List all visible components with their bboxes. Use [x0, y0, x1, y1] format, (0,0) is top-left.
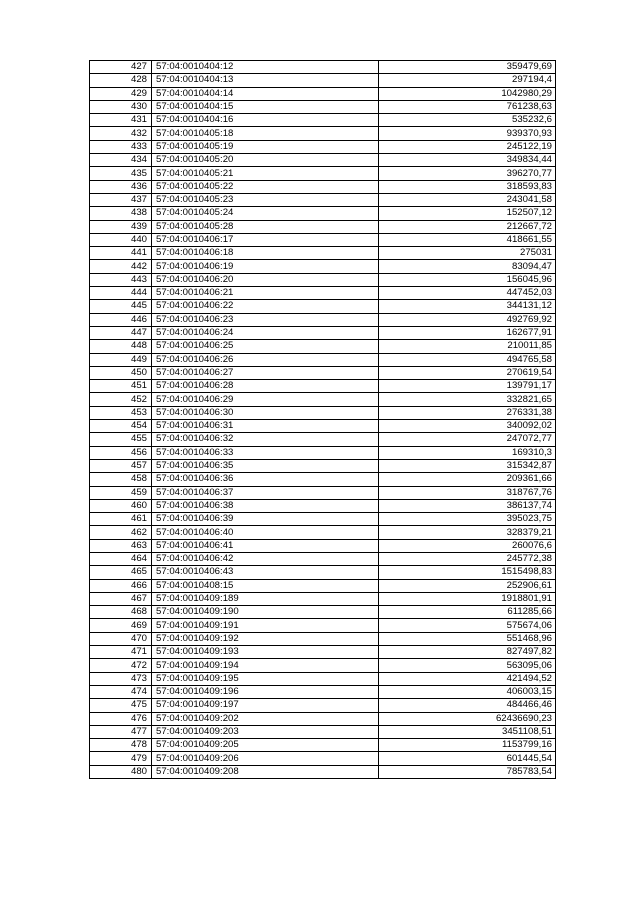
row-number-cell: 452 [90, 393, 152, 406]
row-number-cell: 463 [90, 539, 152, 552]
table-row [90, 499, 556, 512]
cadastral-value-cell: 162677,91 [379, 326, 556, 339]
table-row [90, 353, 556, 366]
cadastral-number-cell: 57:04:0010405:19 [152, 140, 379, 153]
row-number-cell: 462 [90, 526, 152, 539]
cadastral-value-cell: 275031 [379, 247, 556, 260]
cadastral-number-cell: 57:04:0010406:33 [152, 446, 379, 459]
row-number-cell: 480 [90, 765, 152, 778]
table-row [90, 313, 556, 326]
table-row [90, 765, 556, 778]
table-row [90, 100, 556, 113]
row-number-cell: 429 [90, 87, 152, 100]
cadastral-number-cell: 57:04:0010409:192 [152, 632, 379, 645]
cadastral-value-cell: 318593,83 [379, 180, 556, 193]
cadastral-value-cell: 611285,66 [379, 606, 556, 619]
table-row [90, 406, 556, 419]
cadastral-number-cell: 57:04:0010409:193 [152, 646, 379, 659]
table-row [90, 273, 556, 286]
cadastral-number-cell: 57:04:0010405:23 [152, 193, 379, 206]
table-row [90, 446, 556, 459]
table-row [90, 672, 556, 685]
cadastral-number-cell: 57:04:0010409:189 [152, 592, 379, 605]
cadastral-number-cell: 57:04:0010409:206 [152, 752, 379, 765]
table-row [90, 699, 556, 712]
cadastral-value-cell: 492769,92 [379, 313, 556, 326]
cadastral-value-cell: 340092,02 [379, 420, 556, 433]
cadastral-number-cell: 57:04:0010409:205 [152, 739, 379, 752]
row-number-cell: 467 [90, 592, 152, 605]
table-row [90, 207, 556, 220]
table-row [90, 685, 556, 698]
row-number-cell: 466 [90, 579, 152, 592]
row-number-cell: 428 [90, 74, 152, 87]
row-number-cell: 445 [90, 300, 152, 313]
cadastral-value-cell: 396270,77 [379, 167, 556, 180]
table-row [90, 233, 556, 246]
cadastral-value-cell: 551468,96 [379, 632, 556, 645]
cadastral-value-cell: 83094,47 [379, 260, 556, 273]
cadastral-value-cell: 243041,58 [379, 193, 556, 206]
cadastral-number-cell: 57:04:0010406:41 [152, 539, 379, 552]
table-row [90, 619, 556, 632]
row-number-cell: 457 [90, 459, 152, 472]
cadastral-number-cell: 57:04:0010406:21 [152, 287, 379, 300]
cadastral-number-cell: 57:04:0010406:42 [152, 552, 379, 565]
cadastral-number-cell: 57:04:0010406:35 [152, 459, 379, 472]
cadastral-number-cell: 57:04:0010406:43 [152, 566, 379, 579]
row-number-cell: 453 [90, 406, 152, 419]
table-row [90, 539, 556, 552]
table-row [90, 752, 556, 765]
row-number-cell: 443 [90, 273, 152, 286]
row-number-cell: 441 [90, 247, 152, 260]
table-row [90, 154, 556, 167]
cadastral-number-cell: 57:04:0010404:13 [152, 74, 379, 87]
cadastral-value-cell: 210011,85 [379, 340, 556, 353]
table-row [90, 579, 556, 592]
cadastral-number-cell: 57:04:0010406:28 [152, 380, 379, 393]
cadastral-value-cell: 349834,44 [379, 154, 556, 167]
cadastral-value-cell: 421494,52 [379, 672, 556, 685]
table-row [90, 366, 556, 379]
cadastral-number-cell: 57:04:0010406:36 [152, 473, 379, 486]
table-row [90, 486, 556, 499]
cadastral-number-cell: 57:04:0010406:23 [152, 313, 379, 326]
table-row [90, 300, 556, 313]
cadastral-number-cell: 57:04:0010409:208 [152, 765, 379, 778]
cadastral-number-cell: 57:04:0010406:18 [152, 247, 379, 260]
table-row [90, 140, 556, 153]
row-number-cell: 438 [90, 207, 152, 220]
cadastral-number-cell: 57:04:0010406:26 [152, 353, 379, 366]
cadastral-number-cell: 57:04:0010409:197 [152, 699, 379, 712]
row-number-cell: 436 [90, 180, 152, 193]
table-row [90, 646, 556, 659]
cadastral-value-cell: 1515498,83 [379, 566, 556, 579]
cadastral-value-cell: 328379,21 [379, 526, 556, 539]
cadastral-value-cell: 245122,19 [379, 140, 556, 153]
row-number-cell: 451 [90, 380, 152, 393]
cadastral-value-cell: 494765,58 [379, 353, 556, 366]
cadastral-value-cell: 484466,46 [379, 699, 556, 712]
table-row [90, 74, 556, 87]
cadastral-value-cell: 575674,06 [379, 619, 556, 632]
cadastral-number-cell: 57:04:0010404:12 [152, 61, 379, 74]
row-number-cell: 470 [90, 632, 152, 645]
cadastral-value-cell: 252906,61 [379, 579, 556, 592]
cadastral-number-cell: 57:04:0010404:14 [152, 87, 379, 100]
table-row [90, 552, 556, 565]
row-number-cell: 475 [90, 699, 152, 712]
cadastral-value-cell: 3451108,51 [379, 725, 556, 738]
table-row [90, 725, 556, 738]
row-number-cell: 435 [90, 167, 152, 180]
cadastral-number-cell: 57:04:0010409:202 [152, 712, 379, 725]
cadastral-number-cell: 57:04:0010406:38 [152, 499, 379, 512]
cadastral-number-cell: 57:04:0010406:17 [152, 233, 379, 246]
cadastral-value-cell: 535232,6 [379, 114, 556, 127]
row-number-cell: 456 [90, 446, 152, 459]
cadastral-number-cell: 57:04:0010406:29 [152, 393, 379, 406]
cadastral-value-cell: 270619,54 [379, 366, 556, 379]
cadastral-number-cell: 57:04:0010406:31 [152, 420, 379, 433]
cadastral-number-cell: 57:04:0010406:40 [152, 526, 379, 539]
cadastral-value-cell: 260076,6 [379, 539, 556, 552]
cadastral-value-cell: 785783,54 [379, 765, 556, 778]
cadastral-number-cell: 57:04:0010406:20 [152, 273, 379, 286]
row-number-cell: 477 [90, 725, 152, 738]
cadastral-value-cell: 1042980,29 [379, 87, 556, 100]
row-number-cell: 454 [90, 420, 152, 433]
table-row [90, 566, 556, 579]
table-row [90, 220, 556, 233]
cadastral-value-cell: 297194,4 [379, 74, 556, 87]
table-row [90, 87, 556, 100]
row-number-cell: 437 [90, 193, 152, 206]
cadastral-value-cell: 406003,15 [379, 685, 556, 698]
cadastral-value-cell: 344131,12 [379, 300, 556, 313]
cadastral-number-cell: 57:04:0010406:32 [152, 433, 379, 446]
cadastral-value-cell: 601445,54 [379, 752, 556, 765]
table-row [90, 712, 556, 725]
cadastral-number-cell: 57:04:0010405:24 [152, 207, 379, 220]
table-row [90, 167, 556, 180]
table-row [90, 473, 556, 486]
row-number-cell: 476 [90, 712, 152, 725]
row-number-cell: 469 [90, 619, 152, 632]
cadastral-value-cell: 761238,63 [379, 100, 556, 113]
table-row [90, 326, 556, 339]
cadastral-value-cell: 156045,96 [379, 273, 556, 286]
table-row [90, 632, 556, 645]
cadastral-number-cell: 57:04:0010406:22 [152, 300, 379, 313]
cadastral-value-cell: 209361,66 [379, 473, 556, 486]
table-row [90, 61, 556, 74]
cadastral-value-cell: 245772,38 [379, 552, 556, 565]
row-number-cell: 474 [90, 685, 152, 698]
cadastral-number-cell: 57:04:0010408:15 [152, 579, 379, 592]
cadastral-number-cell: 57:04:0010406:30 [152, 406, 379, 419]
row-number-cell: 427 [90, 61, 152, 74]
row-number-cell: 430 [90, 100, 152, 113]
cadastral-number-cell: 57:04:0010409:203 [152, 725, 379, 738]
cadastral-value-cell: 247072,77 [379, 433, 556, 446]
cadastral-number-cell: 57:04:0010409:191 [152, 619, 379, 632]
cadastral-value-cell: 359479,69 [379, 61, 556, 74]
table-row [90, 606, 556, 619]
table-row [90, 180, 556, 193]
cadastral-number-cell: 57:04:0010406:37 [152, 486, 379, 499]
row-number-cell: 473 [90, 672, 152, 685]
table-row [90, 433, 556, 446]
cadastral-value-cell: 332821,65 [379, 393, 556, 406]
cadastral-value-table [89, 60, 556, 779]
row-number-cell: 461 [90, 513, 152, 526]
row-number-cell: 432 [90, 127, 152, 140]
table-row [90, 739, 556, 752]
cadastral-number-cell: 57:04:0010406:19 [152, 260, 379, 273]
table-row [90, 247, 556, 260]
row-number-cell: 450 [90, 366, 152, 379]
table-row [90, 114, 556, 127]
row-number-cell: 448 [90, 340, 152, 353]
row-number-cell: 446 [90, 313, 152, 326]
row-number-cell: 433 [90, 140, 152, 153]
row-number-cell: 458 [90, 473, 152, 486]
cadastral-value-cell: 447452,03 [379, 287, 556, 300]
cadastral-value-cell: 318767,76 [379, 486, 556, 499]
row-number-cell: 464 [90, 552, 152, 565]
cadastral-value-cell: 62436690,23 [379, 712, 556, 725]
cadastral-number-cell: 57:04:0010406:39 [152, 513, 379, 526]
cadastral-value-cell: 1153799,16 [379, 739, 556, 752]
table-row [90, 592, 556, 605]
cadastral-value-cell: 827497,82 [379, 646, 556, 659]
row-number-cell: 479 [90, 752, 152, 765]
table-body [90, 61, 556, 779]
cadastral-value-cell: 1918801,91 [379, 592, 556, 605]
cadastral-value-cell: 386137,74 [379, 499, 556, 512]
cadastral-number-cell: 57:04:0010406:27 [152, 366, 379, 379]
row-number-cell: 471 [90, 646, 152, 659]
cadastral-number-cell: 57:04:0010405:21 [152, 167, 379, 180]
row-number-cell: 460 [90, 499, 152, 512]
row-number-cell: 459 [90, 486, 152, 499]
row-number-cell: 434 [90, 154, 152, 167]
cadastral-value-cell: 315342,87 [379, 459, 556, 472]
row-number-cell: 440 [90, 233, 152, 246]
row-number-cell: 431 [90, 114, 152, 127]
cadastral-number-cell: 57:04:0010406:24 [152, 326, 379, 339]
table-row [90, 393, 556, 406]
cadastral-number-cell: 57:04:0010406:25 [152, 340, 379, 353]
cadastral-number-cell: 57:04:0010404:16 [152, 114, 379, 127]
cadastral-number-cell: 57:04:0010409:190 [152, 606, 379, 619]
cadastral-value-cell: 212667,72 [379, 220, 556, 233]
row-number-cell: 444 [90, 287, 152, 300]
cadastral-number-cell: 57:04:0010405:22 [152, 180, 379, 193]
cadastral-number-cell: 57:04:0010409:194 [152, 659, 379, 672]
cadastral-number-cell: 57:04:0010405:20 [152, 154, 379, 167]
cadastral-number-cell: 57:04:0010409:195 [152, 672, 379, 685]
table-row [90, 287, 556, 300]
table-row [90, 459, 556, 472]
table-row [90, 380, 556, 393]
table-row [90, 513, 556, 526]
table-row [90, 260, 556, 273]
table-row [90, 526, 556, 539]
row-number-cell: 478 [90, 739, 152, 752]
cadastral-value-cell: 152507,12 [379, 207, 556, 220]
cadastral-number-cell: 57:04:0010405:28 [152, 220, 379, 233]
cadastral-number-cell: 57:04:0010404:15 [152, 100, 379, 113]
row-number-cell: 439 [90, 220, 152, 233]
cadastral-number-cell: 57:04:0010405:18 [152, 127, 379, 140]
cadastral-value-cell: 276331,38 [379, 406, 556, 419]
row-number-cell: 465 [90, 566, 152, 579]
cadastral-value-cell: 563095,06 [379, 659, 556, 672]
row-number-cell: 472 [90, 659, 152, 672]
table-row [90, 659, 556, 672]
cadastral-value-cell: 139791,17 [379, 380, 556, 393]
row-number-cell: 455 [90, 433, 152, 446]
table-row [90, 340, 556, 353]
cadastral-number-cell: 57:04:0010409:196 [152, 685, 379, 698]
row-number-cell: 447 [90, 326, 152, 339]
row-number-cell: 449 [90, 353, 152, 366]
cadastral-value-cell: 939370,93 [379, 127, 556, 140]
cadastral-value-cell: 169310,3 [379, 446, 556, 459]
table-row [90, 127, 556, 140]
table-row [90, 420, 556, 433]
table-row [90, 193, 556, 206]
row-number-cell: 468 [90, 606, 152, 619]
row-number-cell: 442 [90, 260, 152, 273]
cadastral-value-cell: 418661,55 [379, 233, 556, 246]
cadastral-value-cell: 395023,75 [379, 513, 556, 526]
